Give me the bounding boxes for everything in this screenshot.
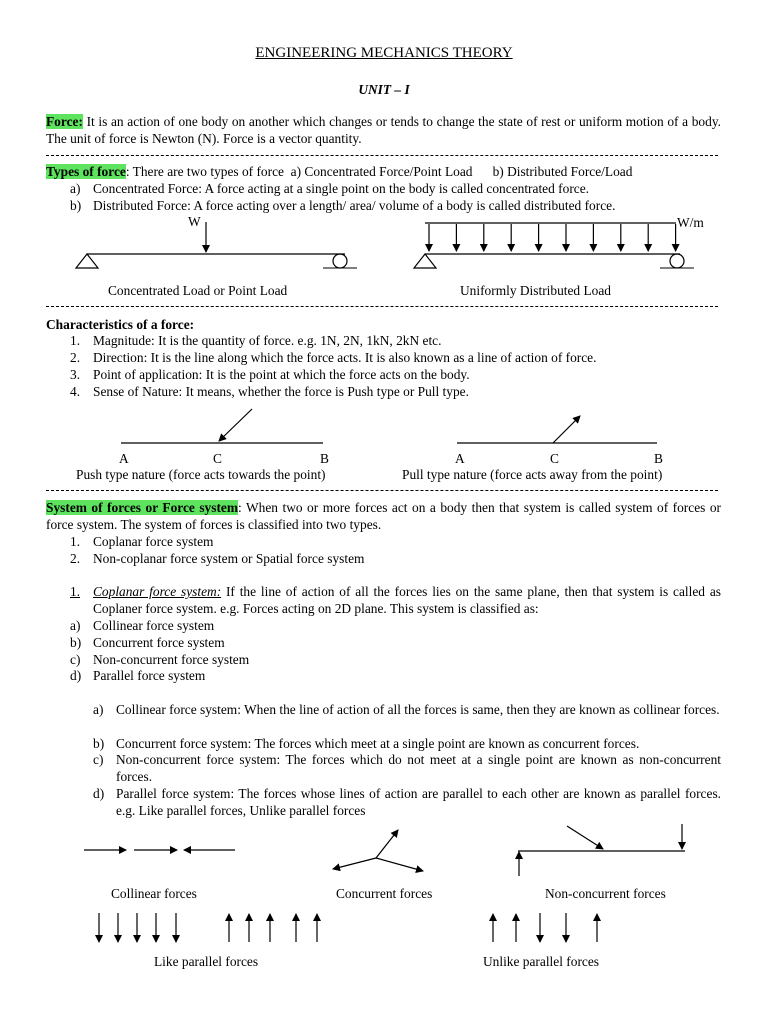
force-definition: Force: It is an action of one body on another which changes or tends to change the state of rest or uniform motion of a body. The unit of force is Newton (N). Force is a vector quantity.: [46, 114, 721, 146]
caption-nonconcurrent: Non-concurrent forces: [545, 886, 666, 901]
definition-b-marker: b): [93, 736, 105, 751]
characteristics-heading: Characteristics of a force:: [46, 317, 195, 332]
system-item-2-marker: 2.: [70, 551, 81, 566]
types-item-b: b): [70, 198, 82, 213]
definition-c-marker: c): [93, 752, 104, 767]
definition-d-marker: d): [93, 786, 105, 801]
load-label-wm: W/m: [677, 215, 704, 230]
system-definition: System of forces or Force system: When two or more forces act on a body then that system is called system of forces or force system. The system of forces is classified into two types.: [46, 500, 722, 532]
definition-a-marker: a): [93, 702, 104, 717]
char-item-2: Direction: It is the line along which the force acts. It is also known as a line of action of force.: [93, 350, 597, 365]
coplanar-list-d-marker: d): [70, 668, 82, 683]
caption-push: Push type nature (force acts towards the point): [76, 467, 326, 482]
coplanar-term: Coplanar force system:: [93, 584, 222, 599]
coplanar-list-d: Parallel force system: [93, 668, 206, 683]
coplanar-list-c: Non-concurrent force system: [93, 652, 250, 667]
system-item-2: Non-coplanar force system or Spatial force system: [93, 551, 365, 566]
coplanar-list-a: Collinear force system: [93, 618, 215, 633]
system-term: System of forces or Force system: [46, 500, 239, 515]
push-label-c: C: [213, 451, 222, 466]
pull-label-c: C: [550, 451, 559, 466]
coplanar-list-b: Concurrent force system: [93, 635, 225, 650]
unit-heading: UNIT – I: [358, 82, 410, 97]
caption-like-parallel: Like parallel forces: [154, 954, 259, 969]
definition-b: Concurrent force system: The forces which meet at a single point are known as concurrent forces.: [116, 736, 640, 751]
caption-collinear: Collinear forces: [111, 886, 197, 901]
char-item-1-marker: 1.: [70, 333, 81, 348]
definition-a: Collinear force system: When the line of action of all the forces is same, then they are known as collinear forces.: [116, 702, 720, 717]
types-term: Types of force: [46, 164, 126, 179]
definition-d: Parallel force system: The forces whose lines of action are parallel to each other are known as parallel forces. e.g. Like parallel forces, Unlike parallel forces: [116, 786, 721, 818]
coplanar-list-c-marker: c): [70, 652, 81, 667]
pull-label-a: A: [455, 451, 465, 466]
coplanar-list-b-marker: b): [70, 635, 82, 650]
caption-point-load: Concentrated Load or Point Load: [108, 283, 288, 298]
page-title: ENGINEERING MECHANICS THEORY: [255, 45, 513, 61]
push-label-a: A: [119, 451, 129, 466]
system-item-1: Coplanar force system: [93, 534, 214, 549]
force-term: Force:: [46, 114, 83, 129]
definition-c: Non-concurrent force system: The forces which do not meet at a single point are known as non-concurrent forces.: [116, 752, 721, 784]
types-item-a-text: Concentrated Force: A force acting at a single point on the body is called concentrated force.: [93, 181, 590, 196]
caption-concurrent: Concurrent forces: [336, 886, 433, 901]
push-label-b: B: [320, 451, 329, 466]
char-item-4-marker: 4.: [70, 384, 81, 399]
coplanar-marker: 1.: [70, 584, 81, 599]
char-item-3-marker: 3.: [70, 367, 81, 382]
types-of-force: Types of force: There are two types of force a) Concentrated Force/Point Load b) Distributed Force/Load: [46, 164, 633, 179]
char-item-2-marker: 2.: [70, 350, 81, 365]
system-item-1-marker: 1.: [70, 534, 81, 549]
coplanar-definition: Coplanar force system: If the line of action of all the forces lies on the same plane, then that system is called as Coplaner force system. e.g. Forces acting on 2D plane. This system is classified as:: [93, 584, 721, 616]
types-item-b-text: Distributed Force: A force acting over a length/ area/ volume of a body is called distributed force.: [93, 198, 616, 213]
char-item-4: Sense of Nature: It means, whether the force is Push type or Pull type.: [93, 384, 469, 399]
caption-unlike-parallel: Unlike parallel forces: [483, 954, 599, 969]
char-item-1: Magnitude: It is the quantity of force. e.g. 1N, 2N, 1kN, 2kN etc.: [93, 333, 442, 348]
pull-label-b: B: [654, 451, 663, 466]
caption-pull: Pull type nature (force acts away from the point): [402, 467, 663, 482]
char-item-3: Point of application: It is the point at which the force acts on the body.: [93, 367, 470, 382]
load-label-w: W: [188, 214, 201, 229]
caption-udl: Uniformly Distributed Load: [460, 283, 611, 298]
coplanar-list-a-marker: a): [70, 618, 81, 633]
types-item-a: a): [70, 181, 81, 196]
